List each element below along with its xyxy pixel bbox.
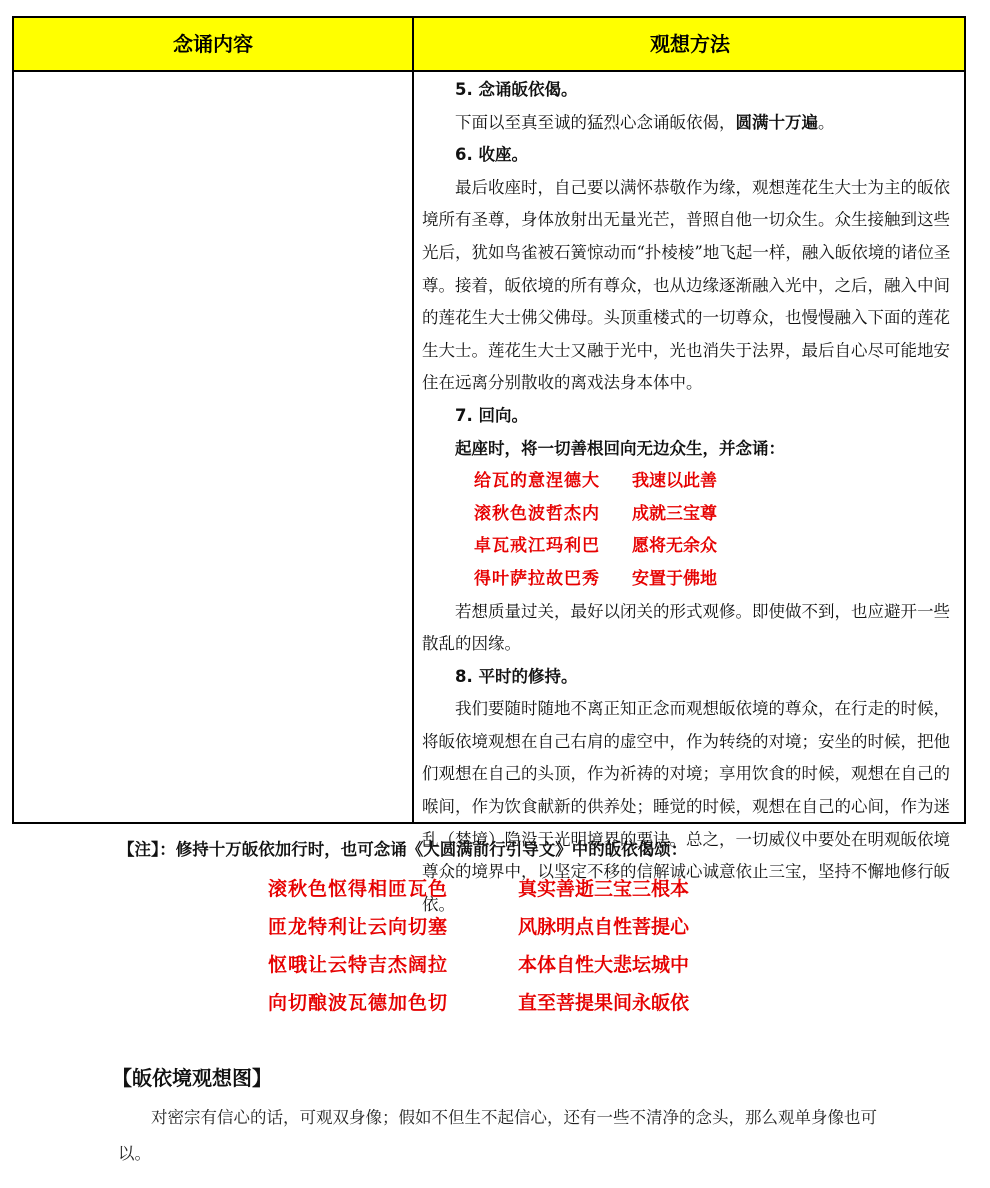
step5-text-bold: 圆满十万遍	[735, 112, 818, 132]
verse-line	[474, 530, 958, 563]
refuge-verse-chinese: 本体自性大悲坛城中	[518, 954, 690, 976]
refuge-verse-chinese: 直至菩提果间永皈依	[518, 992, 690, 1014]
step5-text-end: 。	[818, 112, 835, 132]
step7-title: 7. 回向。	[455, 405, 528, 425]
verse-chinese: 安置于佛地	[632, 568, 717, 589]
refuge-verse-tibetan: 怄哦让云特吉杰阔拉	[268, 954, 449, 976]
verse-chinese: 成就三宝尊	[632, 503, 717, 524]
refuge-verse-line	[268, 870, 689, 908]
step6-title: 6. 收座。	[455, 145, 528, 165]
dedication-verses	[422, 465, 958, 595]
verse-line	[474, 498, 958, 531]
column-header-visualization: 观想方法	[650, 32, 730, 56]
refuge-verse-line	[268, 908, 689, 946]
refuge-verse-tibetan: 向切酿波瓦德加色切	[268, 992, 449, 1014]
verse-line	[474, 563, 958, 596]
refuge-verse-chinese: 风脉明点自性菩提心	[518, 916, 690, 938]
recitation-cell	[14, 70, 412, 822]
verse-line	[474, 465, 958, 498]
table-header	[14, 18, 964, 72]
section-text: 对密宗有信心的话，可观双身像；假如不但生不起信心，还有一些不清净的念头，那么观单身像也可以。	[118, 1108, 877, 1163]
verse-chinese: 愿将无余众	[632, 536, 717, 557]
step8-text: 我们要随时随地不离正知正念而观想皈依境的尊众，在行走的时候，将皈依境观想在自己右肩的虚空中，作为转绕的对境；安坐的时候，把他们观想在自己的头顶，作为祈祷的对境；享用饮食的时候，观想在自己的喉间，作为饮食献新的供养处；睡觉的时候，观想在自己的心间，作为迷乱（梦境）隐没于光明境界的要诀。总之，一切威仪中要处在明观皈依境尊众的境界中，以坚定不移的信解诚心诚意依止三宝，坚持不懈地修行皈依。	[422, 699, 950, 914]
verse-tibetan: 卓瓦戒江玛利巴	[474, 536, 600, 557]
step7-text: 若想质量过关，最好以闭关的形式观修。即使做不到，也应避开一些散乱的因缘。	[422, 601, 950, 654]
refuge-verse-line	[268, 984, 689, 1022]
section-title: 【皈依境观想图】	[112, 1066, 272, 1090]
verse-tibetan: 滚秋色波哲杰内	[474, 503, 600, 524]
step6-text: 最后收座时，自己要以满怀恭敬作为缘，观想莲花生大士为主的皈依境所有圣尊，身体放射出无量光芒，普照自他一切众生。众生接触到这些光后，犹如鸟雀被石簧惊动而“扑棱棱”地飞起一样，融入皈依境的诸位圣尊。接着，皈依境的所有尊众，也从边缘逐渐融入光中，之后，融入中间的莲花生大士佛父佛母。头顶重楼式的一切尊众，也慢慢融入下面的莲花生大士。莲花生大士又融于光中，光也消失于法界，最后自心尽可能地安住在远离分别散收的离戏法身本体中。	[422, 177, 951, 393]
verse-tibetan: 得叶萨拉故巴秀	[474, 568, 600, 589]
step8-title: 8. 平时的修持。	[455, 666, 578, 686]
refuge-verse-tibetan: 滚秋色怄得相匝瓦色	[268, 878, 449, 900]
refuge-verse-line	[268, 946, 689, 984]
verse-tibetan: 给瓦的意涅德大	[474, 471, 600, 492]
step7-instruction: 起座时，将一切善根回向无边众生，并念诵：	[455, 438, 785, 458]
refuge-verses	[268, 870, 689, 1022]
section-body	[118, 1100, 878, 1172]
verse-chinese: 我速以此善	[632, 471, 717, 492]
refuge-verse-chinese: 真实善逝三宝三根本	[518, 878, 690, 900]
refuge-verse-tibetan: 匝龙特利让云向切塞	[268, 916, 449, 938]
step5-title: 5. 念诵皈依偈。	[455, 80, 578, 99]
column-header-recitation: 念诵内容	[173, 32, 253, 56]
step5-text-plain: 下面以至真至诚的猛烈心念诵皈依偈，	[455, 112, 736, 132]
note-text: 【注】：修持十万皈依加行时，也可念诵《大圆满前行引导文》中的皈依偈颂：	[118, 840, 688, 859]
step5-text	[422, 107, 958, 140]
